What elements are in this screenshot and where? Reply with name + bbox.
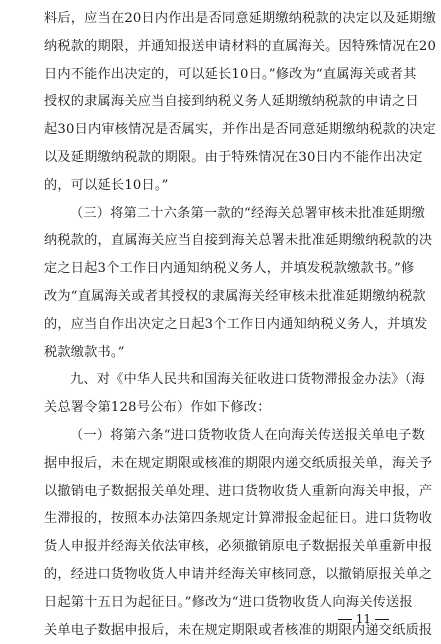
text-line: 起30日内审核情况是否属实，并作出是否同意延期缴纳税款的决定 [44,122,437,138]
text-line: 货人申报并经海关依法审核，必须撤销原电子数据报关单重新申报 [44,539,433,555]
text-line: 关单电子数据申报后，未在规定期限或者核准的期限内递交纸质报 [44,622,433,638]
paragraph-start-line: （一）将第六条“进口货物收货人在向海关传送报关单电子数 [70,427,426,443]
text-line: 税款缴款书。” [44,344,125,360]
dash-left [338,619,352,620]
text-line: 日内不能作出决定的，可以延长10日。”修改为“直属海关或者其 [44,66,417,82]
text-line: 的，经进口货物收货人申请并经海关审核同意，以撤销原报关单之 [44,566,433,582]
text-line: 关总署令第128号公布）作如下修改： [44,400,271,416]
text-line: 的，应当自作出决定之日起3个工作日内通知纳税义务人，并填发 [44,316,428,332]
text-line: 纳税款的期限，并通知报送申请材料的直属海关。因特殊情况在20 [44,38,437,54]
text-line: 改为“直属海关或者其授权的隶属海关经审核未批准延期缴纳税款 [44,288,426,304]
text-line: 纳税款的，直属海关应当自接到海关总署未批准延期缴纳税款的决 [44,233,433,249]
text-line: 以撤销电子数据报关单处理、进口货物收货人重新向海关申报，产 [44,483,433,499]
text-line: 生滞报的，按照本办法第四条规定计算滞报金起征日。进口货物收 [44,511,433,527]
text-line: 日起第十五日为起征日。”修改为“进口货物收货人向海关传送报 [44,594,413,610]
text-line: 授权的隶属海关应当自接到纳税义务人延期缴纳税款的申请之日 [44,94,419,110]
section-heading-line: 九、对《中华人民共和国海关征收进口货物滞报金办法》（海 [70,372,425,388]
text-line: 以及延期缴纳税款的期限。由于特殊情况在30日内不能作出决定 [44,149,423,165]
text-line: 料后，应当在20日内作出是否同意延期缴纳税款的决定以及延期缴 [44,11,437,26]
text-line: 据申报后，未在规定期限或核准的期限内递交纸质报关单，海关予 [44,455,433,471]
paragraph-start-line: （三）将第二十六条第一款的“经海关总署审核未批准延期缴 [70,205,426,221]
text-line: 的，可以延长10日。” [44,177,169,193]
page-number-value: 11 [355,612,371,626]
dash-right [375,619,389,620]
page-number [334,611,393,627]
text-line: 定之日起3个工作日内通知纳税义务人，并填发税款缴款书。”修 [44,261,415,277]
